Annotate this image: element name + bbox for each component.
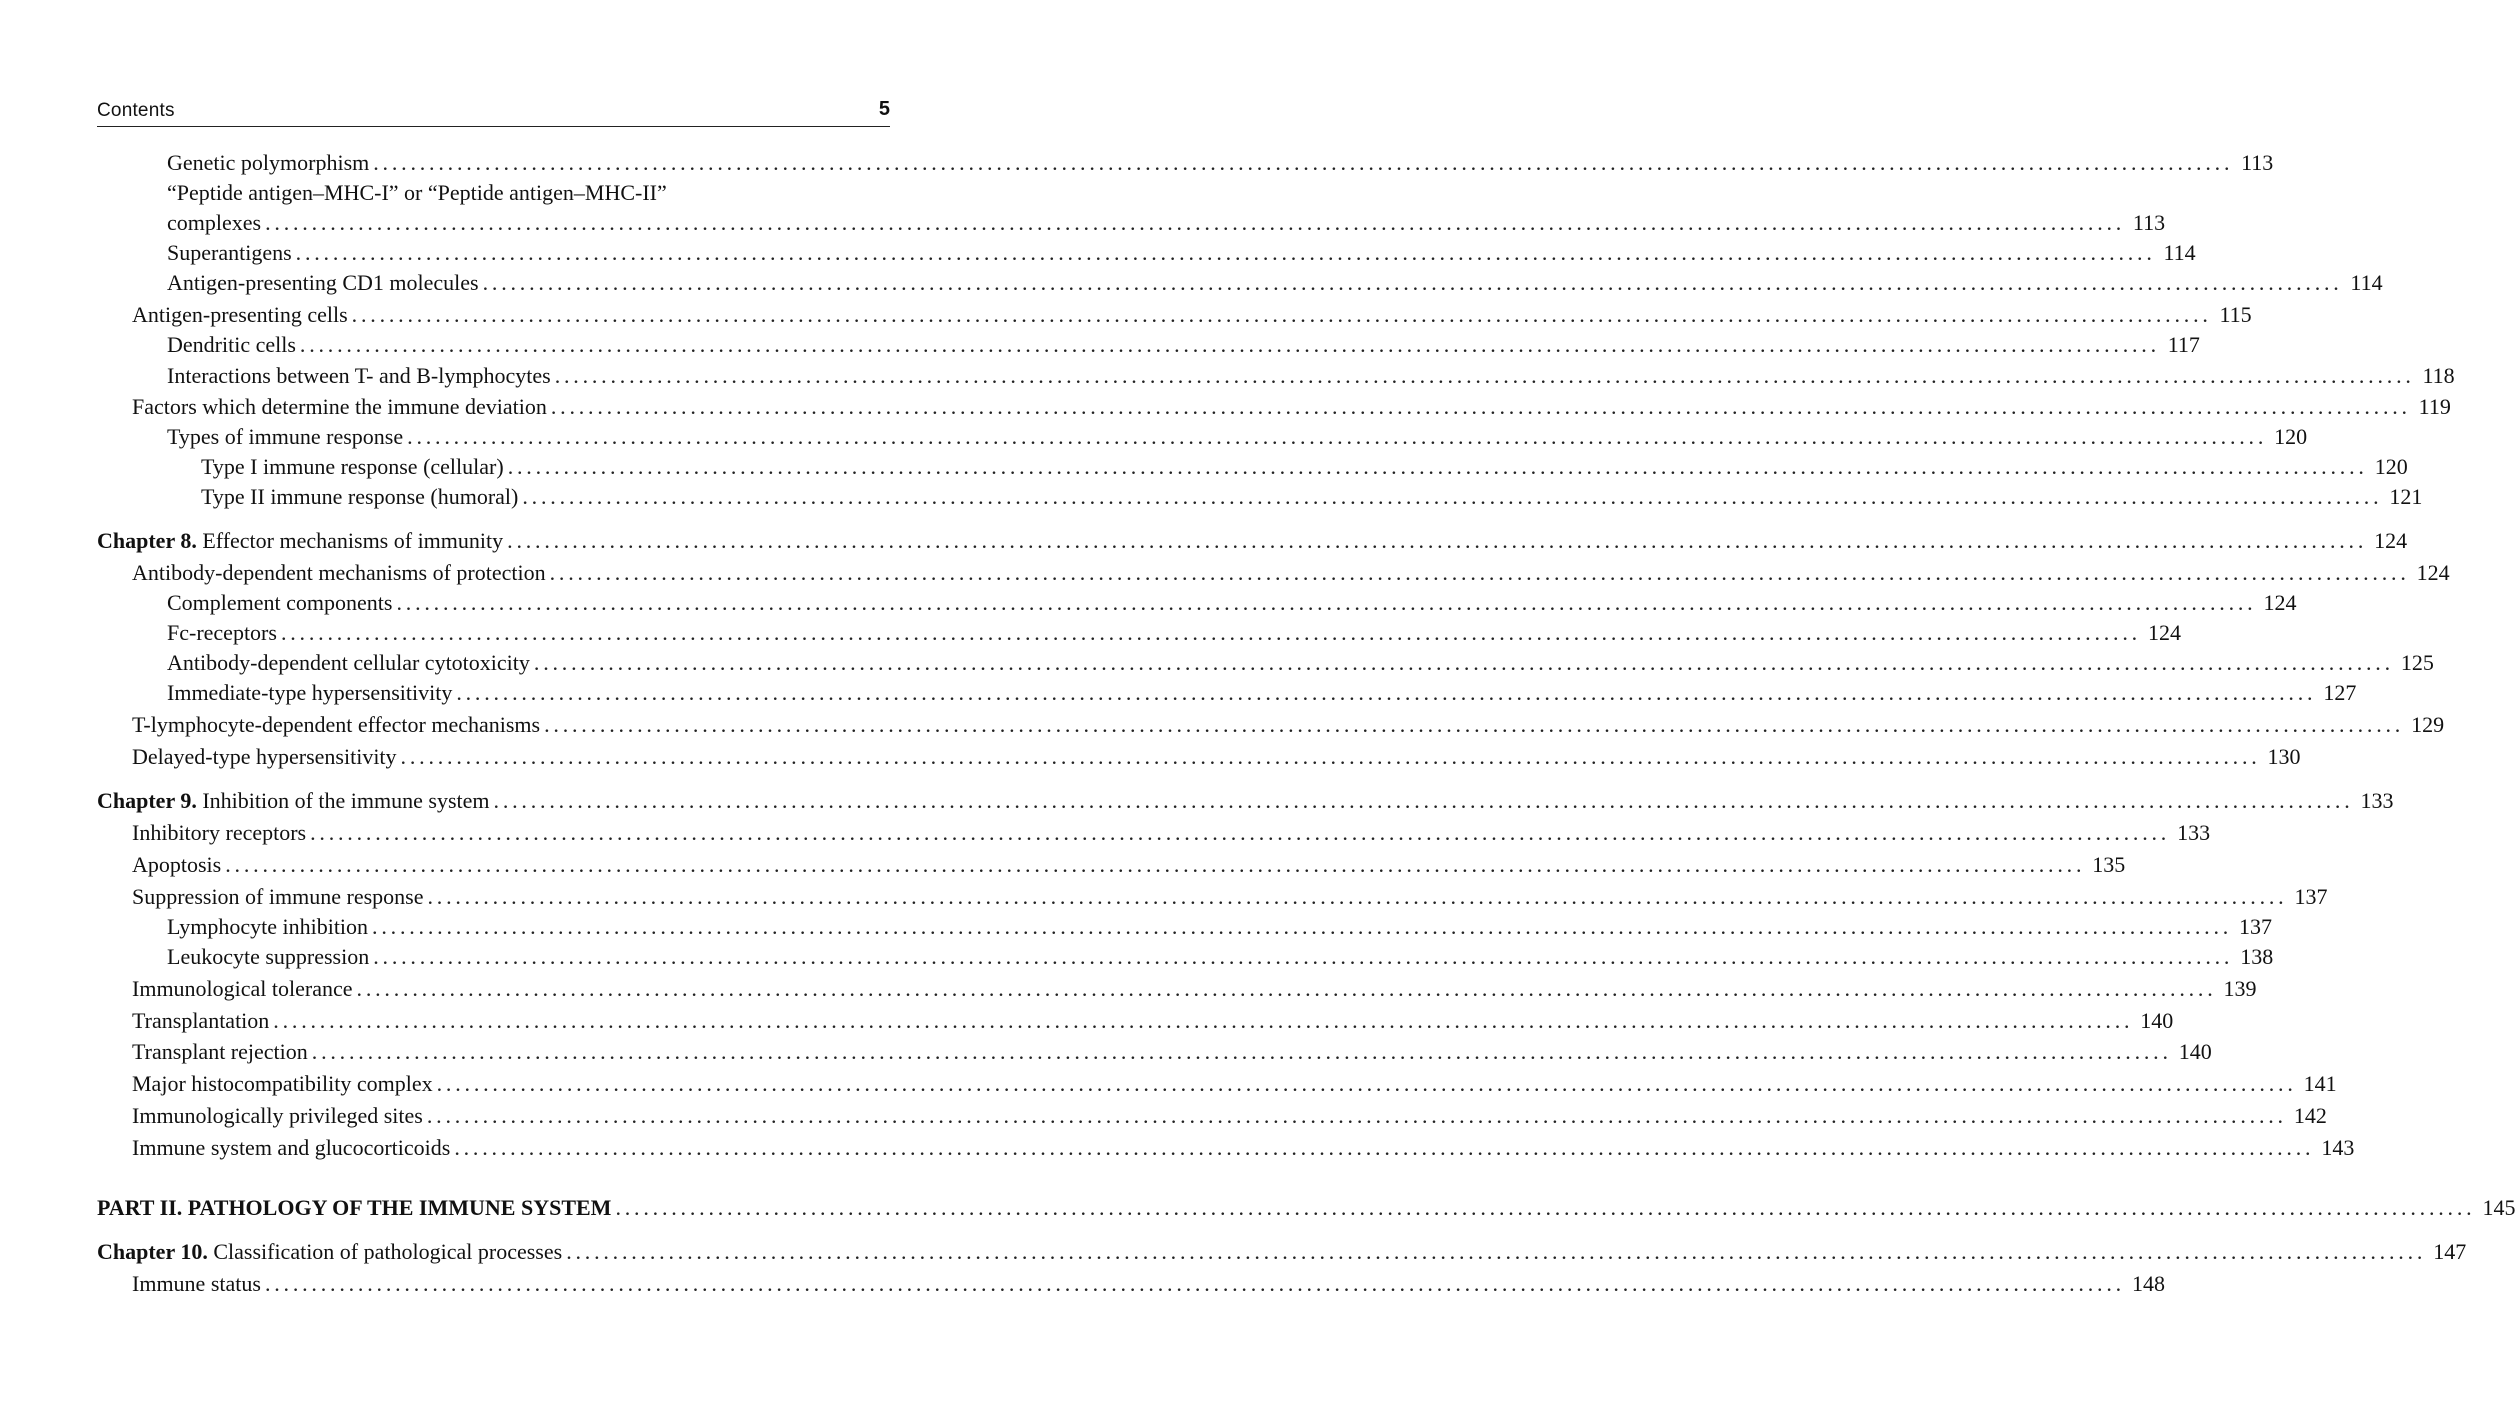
toc-entry-text: Fc-receptors [167, 620, 277, 645]
toc-page-number: 113 [2132, 210, 2166, 235]
toc-entry-title [132, 1006, 269, 1036]
toc-chapter-entry[interactable] [0, 1237, 2467, 1267]
page-number: 5 [878, 98, 890, 120]
dot-leader: ........................................................................................................................................................................................................ [400, 744, 2261, 769]
dot-leader: ........................................................................................................................................................................................................ [273, 1008, 2134, 1033]
toc-entry-title [167, 148, 369, 178]
toc-entry[interactable] [0, 588, 2297, 618]
toc-entry-title [132, 1101, 423, 1131]
toc-entry-title [167, 648, 530, 678]
toc-entry[interactable] [0, 710, 2445, 740]
toc-part-heading[interactable] [0, 1193, 2515, 1223]
toc-entry-text: Effector mechanisms of immunity [196, 528, 504, 553]
toc-entry-text: Complement components [167, 590, 393, 615]
dot-leader: ........................................................................................................................................................................................................ [482, 270, 2343, 295]
toc-entry[interactable] [0, 452, 2408, 482]
toc-page-number: 114 [2163, 240, 2196, 265]
toc-page-number: 124 [2374, 528, 2408, 553]
toc-page-number: 141 [2303, 1071, 2337, 1096]
toc-entry-text: Immediate-type hypersensitivity [167, 680, 453, 705]
dot-leader: ........................................................................................................................................................................................................ [265, 210, 2126, 235]
dot-leader: ........................................................................................................................................................................................................ [615, 1195, 2476, 1220]
dot-leader: ........................................................................................................................................................................................................ [295, 240, 2156, 265]
dot-leader: ........................................................................................................................................................................................................ [225, 852, 2086, 877]
dot-leader: ........................................................................................................................................................................................................ [311, 1039, 2172, 1064]
toc-page-number: 114 [2350, 270, 2383, 295]
toc-page-number: 129 [2411, 712, 2445, 737]
toc-entry-text: Superantigens [167, 240, 292, 265]
chapter-number: Chapter 9. [97, 788, 197, 813]
dot-leader: ........................................................................................................................................................................................................ [454, 1135, 2315, 1160]
toc-entry-title [132, 558, 546, 588]
dot-leader: ........................................................................................................................................................................................................ [396, 590, 2257, 615]
toc-entry-text: Inhibition of the immune system [196, 788, 490, 813]
toc-entry-title [97, 1193, 611, 1223]
dot-leader: ........................................................................................................................................................................................................ [550, 394, 2411, 419]
toc-page-number: 145 [2482, 1195, 2515, 1220]
dot-leader: ........................................................................................................................................................................................................ [456, 680, 2317, 705]
toc-entry-text: complexes [167, 210, 262, 235]
toc-entry-title [132, 882, 423, 912]
toc-entry[interactable] [0, 1133, 2355, 1163]
toc-page-number: 147 [2433, 1239, 2467, 1264]
toc-page-number: 127 [2323, 680, 2357, 705]
toc-entry-title [132, 742, 397, 772]
toc-entry-title [167, 678, 452, 708]
toc-entry-title [167, 361, 551, 391]
toc-entry[interactable] [0, 850, 2126, 880]
toc-entry[interactable] [0, 238, 2196, 268]
toc-page-number: 113 [2241, 150, 2274, 175]
dot-leader: ........................................................................................................................................................................................................ [356, 976, 2217, 1001]
toc-entry-text: Antigen-presenting cells [132, 302, 348, 327]
toc-entry-title [97, 1237, 562, 1267]
toc-entry[interactable] [0, 882, 2328, 912]
dot-leader: ........................................................................................................................................................................................................ [493, 788, 2354, 813]
toc-page-number: 137 [2239, 914, 2273, 939]
toc-entry[interactable] [0, 482, 2423, 512]
toc-entry-title [201, 452, 504, 482]
toc-entry[interactable] [0, 558, 2450, 588]
dot-leader: ........................................................................................................................................................................................................ [280, 620, 2141, 645]
dot-leader: ........................................................................................................................................................................................................ [351, 302, 2212, 327]
dot-leader: ........................................................................................................................................................................................................ [554, 363, 2415, 388]
chapter-number: Chapter 10. [97, 1239, 208, 1264]
toc-entry-text: Major histocompatibility complex [132, 1071, 433, 1096]
dot-leader: ........................................................................................................................................................................................................ [566, 1239, 2427, 1264]
toc-entry-text: Transplant rejection [132, 1039, 308, 1064]
toc-entry-title [132, 710, 540, 740]
toc-entry-text: Factors which determine the immune deviation [132, 394, 547, 419]
toc-entry-title [132, 850, 221, 880]
toc-page-number: 133 [2360, 788, 2394, 813]
toc-entry-text: Suppression of immune response [132, 884, 424, 909]
toc-entry[interactable] [0, 178, 1000, 208]
toc-entry-text: Antibody-dependent cellular cytotoxicity [167, 650, 530, 675]
toc-page-number: 137 [2294, 884, 2328, 909]
toc-page-number: 143 [2321, 1135, 2355, 1160]
toc-entry-text: Immunological tolerance [132, 976, 353, 1001]
toc-entry-text: Dendritic cells [167, 332, 296, 357]
running-header [97, 98, 890, 127]
toc-page-number: 142 [2293, 1103, 2327, 1128]
toc-entry[interactable] [0, 361, 2455, 391]
toc-page-number: 133 [2177, 820, 2211, 845]
toc-entry-title [201, 482, 518, 512]
toc-entry-text: T-lymphocyte-dependent effector mechanisms [132, 712, 541, 737]
toc-entry-title [132, 974, 353, 1004]
toc-entry-text: Interactions between T- and B-lymphocytes [167, 363, 551, 388]
toc-entry-title [167, 588, 392, 618]
toc-entry-title [167, 330, 296, 360]
toc-entry-text: Antigen-presenting CD1 molecules [167, 270, 479, 295]
toc-entry-title [167, 268, 479, 298]
dot-leader: ........................................................................................................................................................................................................ [264, 1271, 2125, 1296]
dot-leader: ........................................................................................................................................................................................................ [507, 454, 2368, 479]
toc-page-number: 148 [2131, 1271, 2165, 1296]
chapter-number: Chapter 8. [97, 528, 197, 553]
toc-entry[interactable] [0, 678, 2357, 708]
toc-entry-title [132, 1269, 261, 1299]
dot-leader: ........................................................................................................................................................................................................ [372, 914, 2233, 939]
dot-leader: ........................................................................................................................................................................................................ [507, 528, 2368, 553]
dot-leader: ........................................................................................................................................................................................................ [426, 1103, 2287, 1128]
dot-leader: ........................................................................................................................................................................................................ [310, 820, 2171, 845]
toc-entry-text: “Peptide antigen–MHC-I” or “Peptide antigen–MHC-II” [167, 180, 667, 205]
toc-entry-title [167, 618, 277, 648]
toc-entry[interactable] [0, 268, 2383, 298]
toc-entry[interactable] [0, 330, 2200, 360]
toc-entry[interactable] [0, 742, 2301, 772]
dot-leader: ........................................................................................................................................................................................................ [533, 650, 2394, 675]
toc-page-number: 118 [2422, 363, 2455, 388]
toc-entry[interactable] [0, 1101, 2327, 1131]
dot-leader: ........................................................................................................................................................................................................ [299, 332, 2160, 357]
toc-page-number: 124 [2147, 620, 2181, 645]
toc-entry-text: Antibody-dependent mechanisms of protection [132, 560, 546, 585]
toc-entry[interactable] [0, 974, 2257, 1004]
toc-entry[interactable] [0, 1269, 2165, 1299]
toc-entry-text: Type II immune response (humoral) [201, 484, 519, 509]
toc-entry-text: Delayed-type hypersensitivity [132, 744, 397, 769]
toc-entry-title [132, 818, 306, 848]
toc-entry-text: Apoptosis [132, 852, 222, 877]
toc-entry[interactable] [0, 648, 2434, 678]
dot-leader: ........................................................................................................................................................................................................ [522, 484, 2383, 509]
toc-entry-title [97, 526, 503, 556]
toc-chapter-entry[interactable] [0, 526, 2408, 556]
dot-leader: ........................................................................................................................................................................................................ [373, 150, 2234, 175]
toc-entry[interactable] [0, 300, 2252, 330]
toc-entry[interactable] [0, 912, 2273, 942]
toc-entry[interactable] [0, 1006, 2174, 1036]
toc-entry[interactable] [0, 942, 2274, 972]
dot-leader: ........................................................................................................................................................................................................ [407, 424, 2268, 449]
dot-leader: ........................................................................................................................................................................................................ [544, 712, 2405, 737]
toc-entry[interactable] [0, 618, 2181, 648]
toc-entry-text: Classification of pathological processes [207, 1239, 563, 1264]
toc-page-number: 135 [2092, 852, 2126, 877]
toc-entry-title [167, 942, 369, 972]
toc-page-number: 120 [2274, 424, 2308, 449]
dot-leader: ........................................................................................................................................................................................................ [549, 560, 2410, 585]
toc-entry-text: PART II. PATHOLOGY OF THE IMMUNE SYSTEM [97, 1195, 612, 1220]
toc-page-number: 120 [2374, 454, 2408, 479]
toc-page-number: 117 [2167, 332, 2200, 357]
toc-chapter-entry[interactable] [0, 786, 2394, 816]
toc-entry[interactable] [0, 148, 2274, 178]
toc-entry-text: Leukocyte suppression [167, 944, 370, 969]
toc-page-number: 140 [2178, 1039, 2212, 1064]
toc-entry[interactable] [0, 422, 2308, 452]
toc-entry-title [132, 1069, 433, 1099]
toc-entry-text: Immune status [132, 1271, 261, 1296]
toc-page-number: 139 [2223, 976, 2257, 1001]
running-header-title: Contents [97, 100, 175, 121]
toc-entry-text: Type I immune response (cellular) [201, 454, 504, 479]
toc-entry-title [97, 786, 490, 816]
toc-entry-title [132, 1037, 308, 1067]
toc-entry-title [167, 422, 403, 452]
toc-entry-text: Immune system and glucocorticoids [132, 1135, 451, 1160]
toc-entry[interactable] [0, 818, 2211, 848]
toc-page-number: 140 [2140, 1008, 2174, 1033]
toc-page-number: 124 [2263, 590, 2297, 615]
toc-page-number: 115 [2219, 302, 2252, 327]
toc-page-number: 119 [2418, 394, 2451, 419]
toc-page-number: 121 [2389, 484, 2423, 509]
toc-entry-text: Genetic polymorphism [167, 150, 370, 175]
toc-page-number: 138 [2240, 944, 2274, 969]
toc-page-number: 130 [2267, 744, 2301, 769]
toc-entry-title [167, 238, 292, 268]
dot-leader: ........................................................................................................................................................................................................ [373, 944, 2234, 969]
toc-entry-title [132, 1133, 450, 1163]
toc-entry-text: Transplantation [132, 1008, 270, 1033]
dot-leader: ........................................................................................................................................................................................................ [436, 1071, 2297, 1096]
toc-entry[interactable] [0, 208, 2166, 238]
toc-entry-text: Inhibitory receptors [132, 820, 307, 845]
toc-entry-title [167, 178, 667, 208]
toc-entry[interactable] [0, 1069, 2337, 1099]
toc-page-number: 125 [2400, 650, 2434, 675]
toc-entry-text: Types of immune response [167, 424, 404, 449]
toc-entry-title [132, 392, 547, 422]
toc-entry[interactable] [0, 1037, 2212, 1067]
toc-entry-text: Lymphocyte inhibition [167, 914, 369, 939]
dot-leader: ........................................................................................................................................................................................................ [427, 884, 2288, 909]
toc-entry-title [167, 912, 368, 942]
toc-entry[interactable] [0, 392, 2451, 422]
toc-entry-text: Immunologically privileged sites [132, 1103, 423, 1128]
toc-entry-title [132, 300, 348, 330]
toc-entry-title [167, 208, 261, 238]
toc-page-number: 124 [2416, 560, 2450, 585]
